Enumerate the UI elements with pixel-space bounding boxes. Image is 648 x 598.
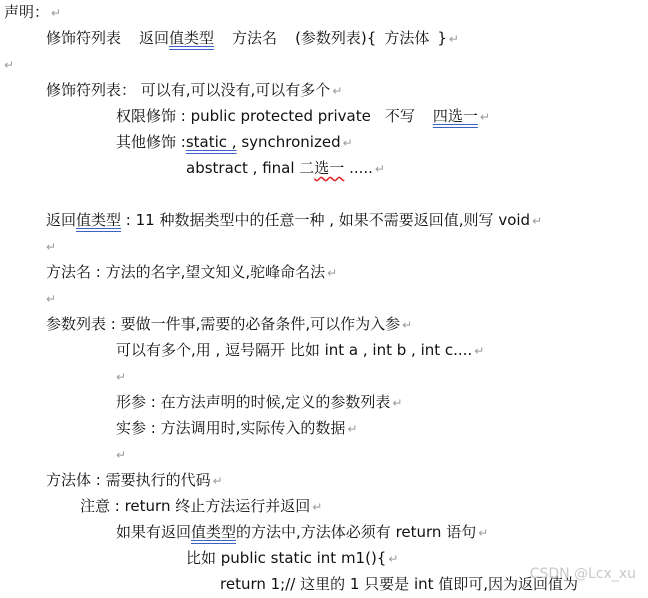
value-type-label: 值类型	[76, 211, 122, 229]
paragraph-mark-icon: ↵	[474, 344, 485, 358]
param-list-text: 参数列表 : 要做一件事,需要的必备条件,可以作为入参	[46, 315, 401, 333]
syntax-value-type: 值类型	[169, 29, 215, 47]
abstract-final-text: abstract , final 二	[186, 159, 315, 177]
static-keyword: static ,	[185, 133, 237, 151]
line-param-multiple	[116, 340, 484, 361]
line-return-note	[80, 496, 322, 517]
no-modifier-text: 不写	[384, 107, 415, 125]
empty-line	[4, 54, 14, 75]
choose-one-of-four: 四选一	[432, 107, 478, 125]
paragraph-mark-icon: ↵	[388, 552, 399, 566]
paragraph-mark-icon: ↵	[46, 292, 57, 306]
modifier-list-text: 修饰符列表： 可以有,可以没有,可以有多个	[46, 81, 331, 99]
actual-param-text: 实参 : 方法调用时,实际传入的数据	[116, 419, 346, 437]
paragraph-mark-icon: ↵	[327, 266, 338, 280]
line-formal-param	[116, 392, 402, 413]
return-note-text: 注意 : return 终止方法运行并返回	[80, 497, 311, 515]
empty-line	[46, 236, 56, 257]
line-example-return	[220, 574, 578, 594]
param-multiple-text: 可以有多个,用 , 逗号隔开 比如 int a , int b , int c....	[116, 341, 473, 359]
paragraph-mark-icon: ↵	[392, 396, 403, 410]
line-example-signature	[186, 548, 398, 569]
line-modifier-list	[46, 80, 342, 101]
paragraph-mark-icon: ↵	[332, 84, 343, 98]
paragraph-mark-icon: ↵	[116, 370, 127, 384]
line-declaration-heading	[4, 2, 61, 23]
line-abstract-final	[186, 158, 385, 179]
syntax-method-name: 方法名	[232, 29, 278, 47]
watermark: CSDN @Lcx_xu	[529, 566, 636, 582]
return-label: 返回	[46, 211, 77, 229]
empty-line	[46, 288, 56, 309]
line-param-list	[46, 314, 412, 335]
paragraph-mark-icon: ↵	[4, 58, 15, 72]
line-return-type	[46, 210, 542, 231]
paragraph-mark-icon: ↵	[51, 6, 62, 20]
method-body-text: 方法体 : 需要执行的代码	[46, 471, 211, 489]
paragraph-mark-icon: ↵	[478, 526, 489, 540]
paragraph-mark-icon: ↵	[532, 214, 543, 228]
paragraph-mark-icon: ↵	[402, 318, 413, 332]
paragraph-mark-icon: ↵	[312, 500, 323, 514]
paragraph-mark-icon: ↵	[342, 136, 353, 150]
example-signature-text: 比如 public static int m1(){	[186, 549, 387, 567]
paragraph-mark-icon: ↵	[374, 162, 385, 176]
ellipsis-text: .....	[344, 159, 373, 177]
choose-one-of-two: 选一	[314, 159, 345, 177]
syntax-body: 方法体	[384, 29, 430, 47]
line-method-syntax	[46, 28, 459, 49]
example-return-text: return 1;// 这里的 1 只要是 int 值即可,因为返回值为	[220, 575, 579, 593]
empty-line	[116, 444, 126, 465]
heading-text: 声明：	[4, 3, 50, 21]
rule-suffix: 的方法中,方法体必须有 return 语句	[236, 523, 477, 541]
line-other-modifiers	[116, 132, 353, 153]
line-method-name	[46, 262, 337, 283]
line-return-statement-rule	[116, 522, 488, 543]
rule-prefix: 如果有返回	[116, 523, 192, 541]
line-access-modifiers	[116, 106, 490, 127]
line-method-body	[46, 470, 223, 491]
paragraph-mark-icon: ↵	[46, 240, 57, 254]
method-name-text: 方法名 : 方法的名字,望文知义,驼峰命名法	[46, 263, 326, 281]
syntax-modifiers: 修饰符列表	[46, 29, 122, 47]
syntax-brace: }	[437, 29, 447, 47]
paragraph-mark-icon: ↵	[479, 110, 490, 124]
syntax-return: 返回	[139, 29, 170, 47]
formal-param-text: 形参 : 在方法声明的时候,定义的参数列表	[116, 393, 391, 411]
paragraph-mark-icon: ↵	[212, 474, 223, 488]
return-type-description: : 11 种数据类型中的任意一种 , 如果不需要返回值,则写 void	[121, 211, 531, 229]
access-modifiers-text: 权限修饰 : public protected private	[116, 107, 371, 125]
synchronized-keyword: synchronized	[236, 133, 341, 151]
paragraph-mark-icon: ↵	[347, 422, 358, 436]
rule-value-type: 值类型	[191, 523, 237, 541]
empty-line	[116, 366, 126, 387]
paragraph-mark-icon: ↵	[448, 32, 459, 46]
syntax-param-list: (参数列表){	[295, 29, 377, 47]
line-actual-param	[116, 418, 357, 439]
paragraph-mark-icon: ↵	[116, 448, 127, 462]
other-modifiers-label: 其他修饰 :	[116, 133, 186, 151]
